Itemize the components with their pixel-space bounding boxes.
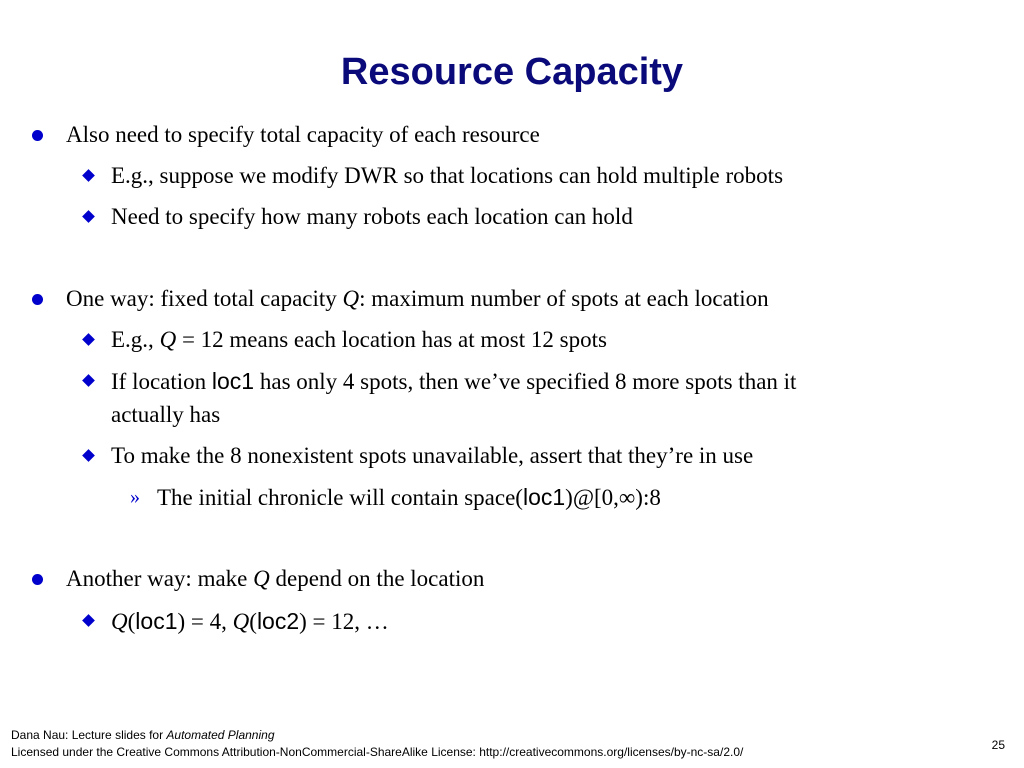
text-segment: ( [249, 609, 257, 634]
book-title: Automated Planning [166, 728, 275, 742]
chevron-bullet-icon: » [130, 486, 140, 508]
math-variable: Q [342, 286, 360, 311]
bullet-text: Need to specify how many robots each location can hold [111, 204, 633, 229]
bullet-text: E.g., suppose we modify DWR so that locations can hold multiple robots [111, 163, 784, 188]
math-variable: Q [159, 327, 177, 352]
diamond-bullet-icon [82, 210, 95, 223]
footer-credit [11, 728, 275, 743]
page-number: 25 [991, 738, 1005, 752]
text-segment: One way: fixed total capacity [66, 286, 343, 311]
text-segment: ) = 4, [177, 609, 233, 634]
bullet-capacity [66, 122, 540, 148]
subbullet-q-per-location [111, 608, 389, 635]
diamond-bullet-icon [82, 449, 95, 462]
text-segment: has only 4 spots, then we’ve specified 8 more spots than it [254, 369, 797, 394]
subsubbullet-initial-chronicle [157, 484, 661, 511]
slide-title: Resource Capacity [340, 51, 684, 93]
text-segment: : maximum number of spots at each location [359, 286, 769, 311]
code-identifier: loc1 [135, 608, 178, 634]
subbullet-nonexistent-spots [111, 443, 753, 469]
math-variable: Q [111, 609, 128, 634]
text-segment: The initial chronicle will contain space( [157, 485, 523, 510]
bullet-fixed-capacity [66, 286, 769, 312]
text-segment: ) = 12, … [299, 609, 389, 634]
code-identifier: loc2 [256, 608, 300, 634]
subbullet-dwr-example [111, 163, 783, 189]
bullet-text: Also need to specify total capacity of each resource [66, 122, 540, 147]
text-segment: ( [127, 609, 136, 634]
diamond-bullet-icon [82, 374, 95, 387]
footer-license: Licensed under the Creative Commons Attribution-NonCommercial-ShareAlike License: http://creativecommons.org/licenses/by-nc-sa/2.0/ [11, 745, 744, 759]
subbullet-how-many-robots [111, 204, 633, 230]
bullet-dot-icon [32, 130, 43, 141]
subbullet-loc1-spots-continued [111, 402, 220, 428]
text-segment: actually has [111, 402, 221, 427]
text-segment: = 12 means each location has at most 12 spots [176, 327, 607, 352]
text-segment: Dana Nau: Lecture slides for [11, 728, 167, 742]
text-segment: depend on the location [269, 566, 485, 591]
bullet-dot-icon [32, 294, 43, 305]
diamond-bullet-icon [82, 333, 95, 346]
bullet-text: To make the 8 nonexistent spots unavailable, assert that they’re in use [111, 443, 754, 468]
math-variable: Q [232, 609, 250, 634]
math-variable: Q [253, 566, 270, 591]
subbullet-q-equals-12 [111, 327, 607, 353]
text-segment: Another way: make [66, 566, 254, 591]
text-segment: )@[0,∞):8 [565, 485, 661, 510]
text-segment: If location [111, 369, 212, 394]
code-identifier: loc1 [522, 484, 566, 510]
code-identifier: loc1 [211, 368, 255, 394]
diamond-bullet-icon [82, 169, 95, 182]
diamond-bullet-icon [82, 614, 95, 627]
bullet-dot-icon [32, 574, 43, 585]
text-segment: E.g., [111, 327, 160, 352]
bullet-another-way [66, 566, 484, 592]
subbullet-loc1-spots [111, 368, 796, 395]
